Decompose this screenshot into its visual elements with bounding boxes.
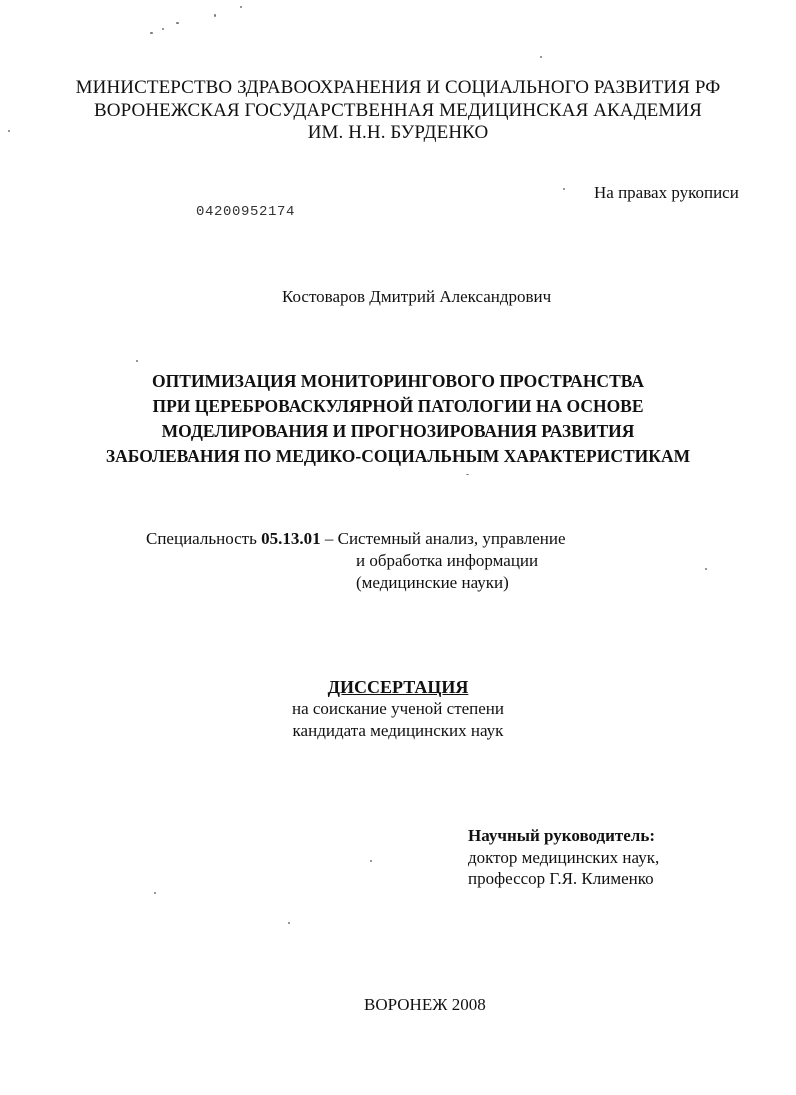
dissertation-degree-line-1: на соискание ученой степени <box>291 699 505 718</box>
scan-speck <box>214 14 216 17</box>
scan-speck <box>540 56 542 58</box>
academy-named-after: ИМ. Н.Н. БУРДЕНКО <box>307 122 489 143</box>
scan-speck <box>705 568 707 570</box>
specialty-line-2: и обработка информации <box>356 551 539 570</box>
scan-speck <box>136 360 138 362</box>
specialty-label: Специальность <box>146 529 262 548</box>
dissertation-heading: ДИССЕРТАЦИЯ <box>327 677 469 697</box>
city-year: ВОРОНЕЖ 2008 <box>364 995 486 1014</box>
academy-name: ВОРОНЕЖСКАЯ ГОСУДАРСТВЕННАЯ МЕДИЦИНСКАЯ АКАДЕМИЯ <box>94 100 702 121</box>
scan-speck <box>176 22 179 24</box>
scan-speck <box>162 28 164 30</box>
specialty-name: – Системный анализ, управление <box>320 529 566 548</box>
title-line-4: ЗАБОЛЕВАНИЯ ПО МЕДИКО-СОЦИАЛЬНЫМ ХАРАКТЕРИСТИКАМ <box>105 446 691 466</box>
specialty-code: 05.13.01 <box>261 529 321 548</box>
supervisor-heading: Научный руководитель: <box>468 826 655 845</box>
scan-speck <box>370 860 372 862</box>
scan-speck <box>466 474 469 475</box>
title-line-3: МОДЕЛИРОВАНИЯ И ПРОГНОЗИРОВАНИЯ РАЗВИТИЯ <box>161 421 635 441</box>
dissertation-degree-line-2: кандидата медицинских наук <box>292 721 504 740</box>
scan-speck <box>240 6 242 8</box>
specialty-line-3: (медицинские науки) <box>356 573 509 592</box>
scan-speck <box>150 32 153 34</box>
supervisor-degree: доктор медицинских наук, <box>468 848 660 867</box>
scan-speck <box>563 188 565 190</box>
title-line-1: ОПТИМИЗАЦИЯ МОНИТОРИНГОВОГО ПРОСТРАНСТВА <box>152 371 644 391</box>
rights-note: На правах рукописи <box>594 183 739 202</box>
scan-speck <box>154 892 156 894</box>
scan-speck <box>288 922 290 924</box>
inventory-number: 04200952174 <box>196 204 296 220</box>
author-name: Костоваров Дмитрий Александрович <box>282 287 552 306</box>
specialty-line-1 <box>146 528 566 550</box>
supervisor-name: профессор Г.Я. Клименко <box>468 869 654 888</box>
title-line-2: ПРИ ЦЕРЕБРОВАСКУЛЯРНОЙ ПАТОЛОГИИ НА ОСНОВЕ <box>152 396 644 416</box>
ministry-name: МИНИСТЕРСТВО ЗДРАВООХРАНЕНИЯ И СОЦИАЛЬНОГО РАЗВИТИЯ РФ <box>75 77 721 98</box>
scan-speck <box>8 130 10 132</box>
